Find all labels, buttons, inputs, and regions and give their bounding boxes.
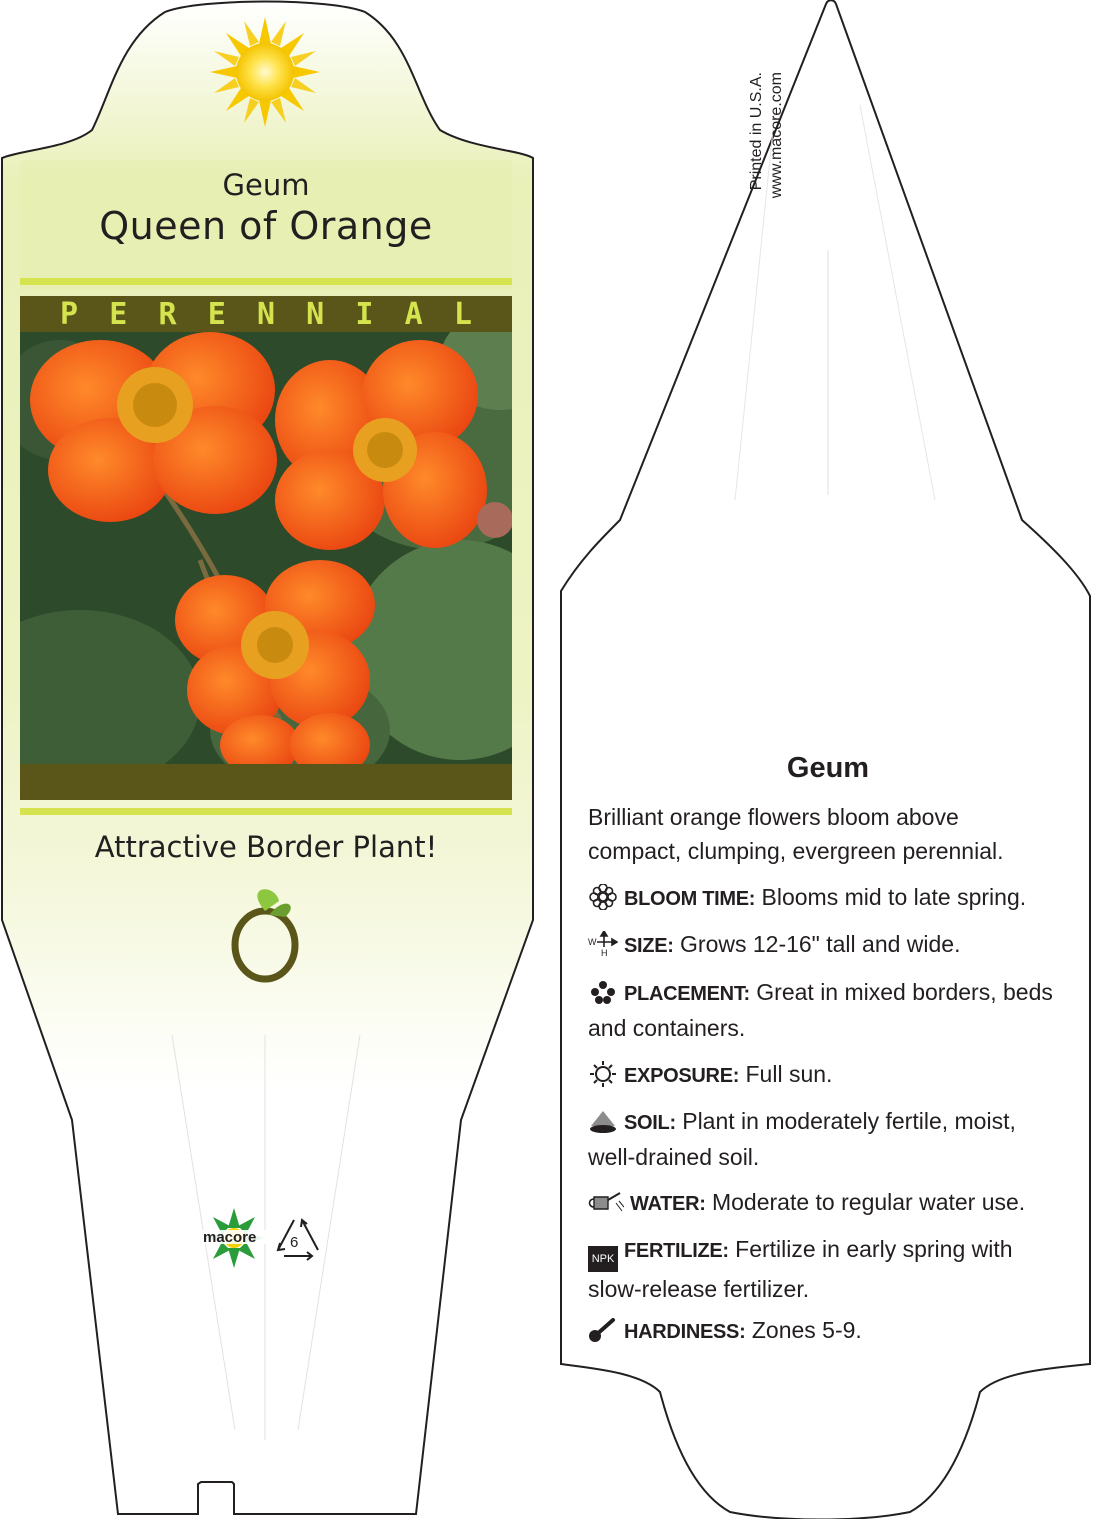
size-w-label: W <box>588 937 597 947</box>
care-item-fertilize <box>588 1232 1068 1306</box>
care-label: EXPOSURE: <box>624 1065 740 1087</box>
category-letter: I <box>355 296 374 332</box>
plant-description: Brilliant orange flowers bloom above compact, clumping, evergreen perennial. <box>588 804 1004 864</box>
front-cultivar-name: Queen of Orange <box>99 204 433 248</box>
sun-icon <box>588 1061 618 1087</box>
category-letter: E <box>207 296 226 332</box>
care-item-soil <box>588 1104 1068 1174</box>
care-text: Fertilize in early spring with slow-release fertilizer. <box>588 1236 1013 1302</box>
care-text: Full sun. <box>739 1061 833 1087</box>
care-label: FERTILIZE: <box>624 1240 729 1262</box>
watering-can-icon <box>588 1189 624 1215</box>
care-label: SIZE: <box>624 935 674 957</box>
care-item-water <box>588 1185 1068 1221</box>
flower-photo <box>0 310 570 790</box>
category-letter: E <box>109 296 128 332</box>
care-label: PLACEMENT: <box>624 983 750 1005</box>
care-text: Plant in moderately fertile, moist, well-drained soil. <box>588 1108 1016 1170</box>
sun-icon <box>210 17 320 127</box>
flower-icon <box>588 884 618 910</box>
care-text: Grows 12-16" tall and wide. <box>673 931 961 957</box>
recycle-code: 6 <box>290 1234 299 1251</box>
back-title: Geum <box>786 752 870 784</box>
care-text: Moderate to regular water use. <box>705 1189 1026 1215</box>
category-letter: N <box>256 296 275 332</box>
category-letter: N <box>306 296 325 332</box>
front-tagline: Attractive Border Plant! <box>94 830 438 864</box>
care-item-size <box>588 927 1068 963</box>
care-item-exposure <box>588 1057 1068 1093</box>
care-item-bloom-time <box>588 880 1068 916</box>
size-h-label: H <box>601 948 608 957</box>
care-item-hardiness <box>588 1313 1068 1349</box>
category-letter: P <box>60 296 79 332</box>
category-letter: A <box>404 296 423 332</box>
front-genus: Geum <box>222 168 310 202</box>
category-letter: L <box>453 296 472 332</box>
placement-icon <box>588 979 618 1005</box>
care-text: Blooms mid to late spring. <box>755 884 1027 910</box>
category-band <box>20 296 512 332</box>
care-item-placement <box>588 975 1068 1045</box>
care-text: Great in mixed borders, beds and containers. <box>588 979 1053 1041</box>
printed-info <box>747 72 787 242</box>
website: www.macore.com <box>768 72 785 199</box>
npk-label: NPK <box>591 1253 615 1265</box>
npk-icon <box>588 1246 618 1272</box>
category-letter: R <box>158 296 177 332</box>
printed-in: Printed in U.S.A. <box>748 72 765 191</box>
care-label: HARDINESS: <box>624 1321 746 1343</box>
care-label: BLOOM TIME: <box>624 888 756 910</box>
care-text: Zones 5-9. <box>745 1317 862 1343</box>
soil-icon <box>588 1108 618 1134</box>
brand-name: macore <box>203 1229 257 1246</box>
thermometer-icon <box>588 1317 618 1343</box>
care-label: SOIL: <box>624 1112 676 1134</box>
size-icon <box>588 931 618 957</box>
care-label: WATER: <box>630 1193 706 1215</box>
